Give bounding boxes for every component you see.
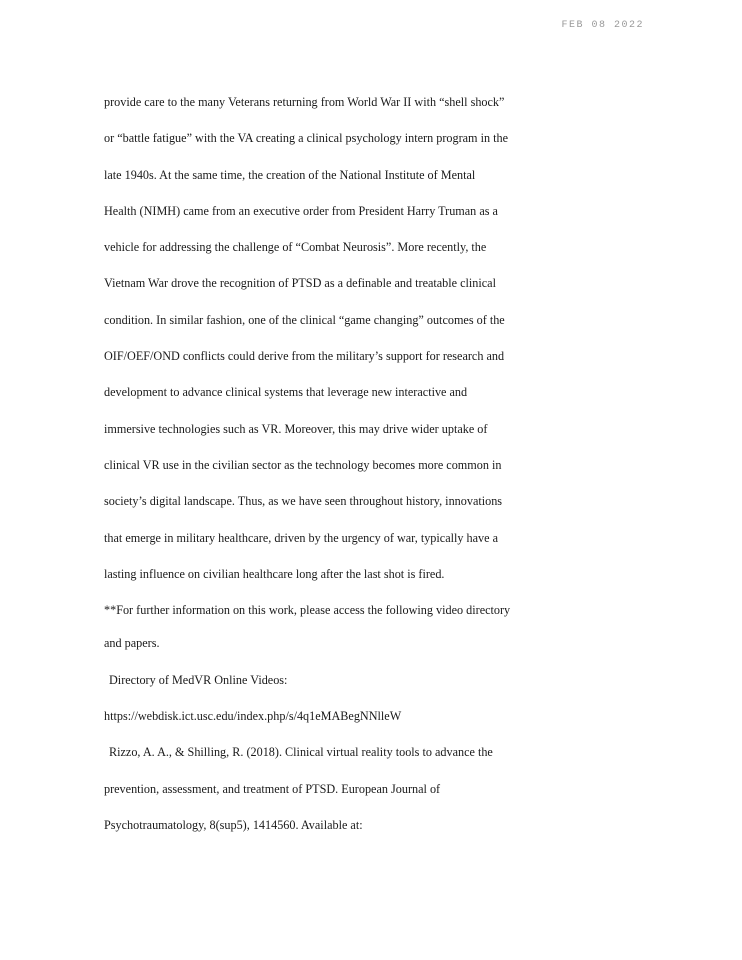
reference-line: prevention, assessment, and treatment of PTSD. European Journal of bbox=[104, 781, 441, 796]
body-line: condition. In similar fashion, one of the clinical “game changing” outcomes of the bbox=[104, 312, 505, 327]
reference-line: Psychotraumatology, 8(sup5), 1414560. Available at: bbox=[104, 817, 363, 832]
body-line: or “battle fatigue” with the VA creating a clinical psychology intern program in the bbox=[104, 131, 508, 146]
body-line: society’s digital landscape. Thus, as we have seen throughout history, innovations bbox=[104, 494, 503, 509]
date-stamp: FEB 08 2022 bbox=[561, 20, 644, 31]
body-line: that emerge in military healthcare, driven by the urgency of war, typically have a bbox=[104, 530, 498, 545]
body-line: late 1940s. At the same time, the creation of the National Institute of Mental bbox=[104, 167, 476, 182]
body-line: Vietnam War drove the recognition of PTSD as a definable and treatable clinical bbox=[104, 276, 496, 291]
body-line: OIF/OEF/OND conflicts could derive from the military’s support for research and bbox=[104, 349, 505, 364]
body-line: vehicle for addressing the challenge of “Combat Neurosis”. More recently, the bbox=[104, 240, 487, 255]
further-info-line: **For further information on this work, please access the following video directory bbox=[104, 603, 511, 618]
reference-line: Rizzo, A. A., & Shilling, R. (2018). Clinical virtual reality tools to advance the bbox=[109, 745, 493, 760]
video-directory-link[interactable]: https://webdisk.ict.usc.edu/index.php/s/4q1eMABegNNlleW bbox=[104, 709, 402, 724]
body-line: clinical VR use in the civilian sector as the technology becomes more common in bbox=[104, 457, 502, 472]
body-line: development to advance clinical systems that leverage new interactive and bbox=[104, 385, 468, 400]
further-info-line: and papers. bbox=[104, 636, 160, 651]
document-body bbox=[104, 84, 604, 843]
body-line: Health (NIMH) came from an executive order from President Harry Truman as a bbox=[104, 203, 498, 218]
body-line: lasting influence on civilian healthcare long after the last shot is fired. bbox=[104, 566, 445, 581]
video-directory-label: Directory of MedVR Online Videos: bbox=[109, 672, 288, 687]
body-line: immersive technologies such as VR. Moreover, this may drive wider uptake of bbox=[104, 421, 488, 436]
body-line: provide care to the many Veterans returning from World War II with “shell shock” bbox=[104, 95, 505, 109]
